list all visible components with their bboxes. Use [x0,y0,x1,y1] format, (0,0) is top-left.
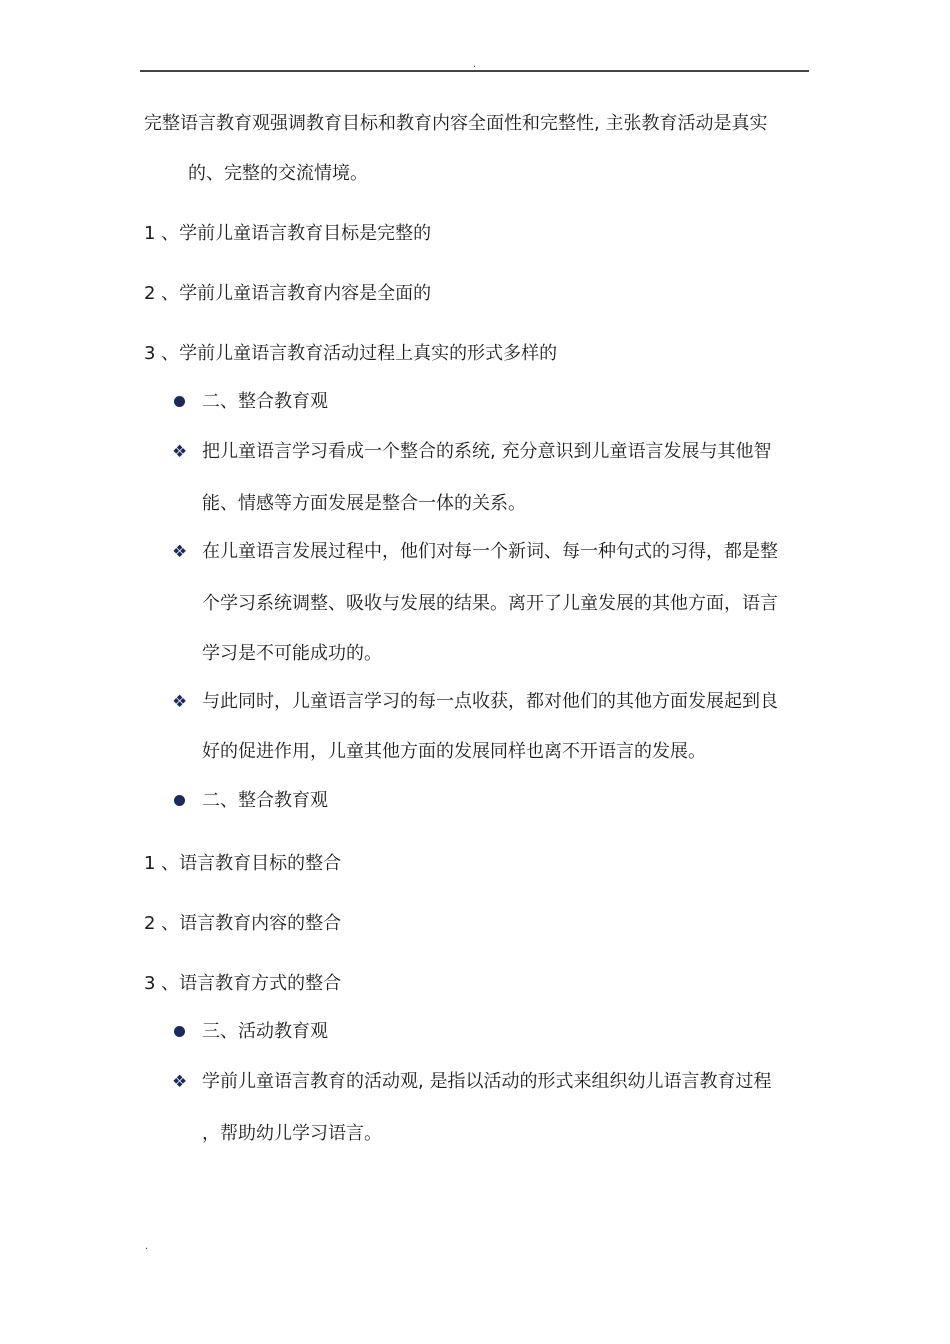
point-integration-3-line-2: 好的促进作用，儿童其他方面的发展同样也离不开语言的发展。 [202,741,706,762]
point-integration-2-line-2: 个学习系统调整、吸收与发展的结果。离开了儿童发展的其他方面，语言 [202,593,778,614]
section-heading-activity: 三、活动教育观 [202,1021,328,1042]
list-a-item-2: 2 、学前儿童语言教育内容是全面的 [144,283,432,304]
point-integration-3-line-1: 与此同时，儿童语言学习的每一点收获，都对他们的其他方面发展起到良 [202,691,778,712]
round-bullet-icon [174,795,185,806]
round-bullet-icon [174,1026,185,1037]
intro-line-1: 完整语言教育观强调教育目标和教育内容全面性和完整性, 主张教育活动是真实 [144,113,768,134]
section-heading-integration-repeat: 二、整合教育观 [202,790,328,811]
round-bullet-icon [174,396,185,407]
diamond-bullet-icon: ❖ [172,542,188,562]
diamond-bullet-icon: ❖ [172,1072,188,1092]
header-mark: . [473,59,477,70]
point-integration-1-line-2: 能、情感等方面发展是整合一体的关系。 [202,493,526,514]
point-integration-2-line-3: 学习是不可能成功的。 [202,643,382,664]
diamond-bullet-icon: ❖ [172,442,188,462]
point-activity-line-1: 学前儿童语言教育的活动观, 是指以活动的形式来组织幼儿语言教育过程 [202,1071,772,1092]
footer-mark: . [145,1241,149,1252]
point-integration-2-line-1: 在儿童语言发展过程中，他们对每一个新词、每一种句式的习得，都是整 [202,541,778,562]
list-b-item-2: 2 、语言教育内容的整合 [144,913,342,934]
header-rule [140,70,809,72]
list-a-item-3: 3 、学前儿童语言教育活动过程上真实的形式多样的 [144,343,558,364]
intro-line-2: 的、完整的交流情境。 [188,163,368,184]
point-activity-line-2: ，帮助幼儿学习语言。 [202,1123,382,1144]
diamond-bullet-icon: ❖ [172,692,188,712]
section-heading-integration: 二、整合教育观 [202,391,328,412]
list-b-item-1: 1 、语言教育目标的整合 [144,853,342,874]
point-integration-1-line-1: 把儿童语言学习看成一个整合的系统, 充分意识到儿童语言发展与其他智 [202,441,772,462]
list-a-item-1: 1 、学前儿童语言教育目标是完整的 [144,223,432,244]
list-b-item-3: 3 、语言教育方式的整合 [144,973,342,994]
